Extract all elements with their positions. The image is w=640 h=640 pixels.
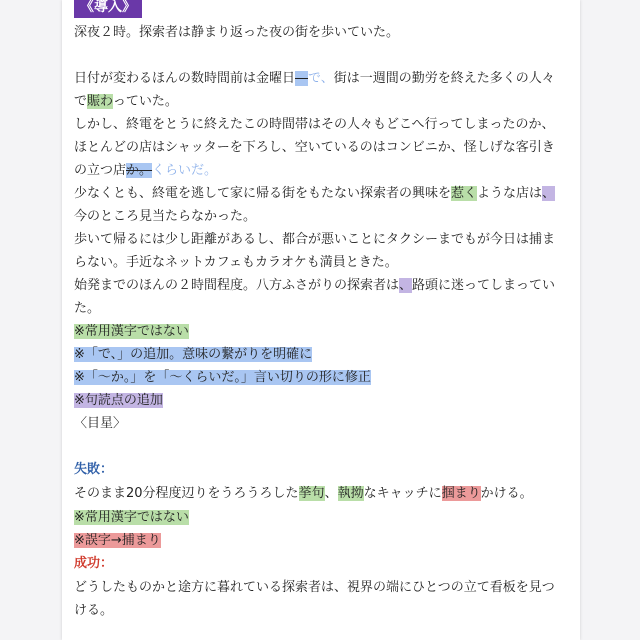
highlight-green: 執拗 [337,486,364,501]
inserted-text: で、 [308,71,334,86]
note-blue: ※「で、」の追加。意味の繋がりを明確に [74,347,313,362]
note-line [74,390,163,412]
highlight-blue [295,71,308,86]
paragraph-3-line-1: しかし、終電をとうに終えたこの時間帯はその人々もどこへ行ってしまったのか、 [74,117,555,132]
highlight-green: 惹く [451,186,478,201]
paragraph-6-line-1: 始発までのほんの２時間程度。八方ふさがりの探索者は、路頭に迷ってしまってい [74,278,556,293]
paragraph-4-line-1: 少なくとも、終電を逃して家に帰る街をもたない探索者の興味を惹くような店は、 [74,186,556,201]
document-page [62,0,580,640]
paragraph-1: 深夜２時。探索者は静まり返った夜の街を歩いていた。 [74,25,400,40]
paragraph-2-line-2: で賑わっていた。 [74,94,178,109]
note-line [74,507,189,529]
paragraph-6-line-2: た。 [74,301,101,316]
paragraph-2-line-1: 日付が変わるほんの数時間前は金曜日—で、街は一週間の勤労を終えた多くの人々 [74,71,555,86]
paragraph-5-line-2: らない。手近なネットカフェもカラオケも満員ときた。 [74,255,398,270]
scrollbar[interactable] [632,0,640,640]
success-label: 成功： [74,556,114,571]
highlight-red: 掴まり [441,486,481,501]
highlight-purple: 、 [542,186,556,201]
note-line [74,321,189,343]
note-purple: ※句読点の追加 [74,393,163,408]
note-green: ※常用漢字ではない [74,324,189,339]
highlight-green: 賑わ [87,94,113,109]
fail-label: 失敗： [74,462,114,477]
section-title-line [74,0,142,18]
note-green: ※常用漢字ではない [74,510,189,525]
highlight-green: 挙句 [298,486,325,501]
note-blue: ※「〜か。」を「〜くらいだ。」言い切りの形に修正 [74,370,371,385]
success-text-line-2: ける。 [74,603,114,618]
highlight-blue [126,163,152,178]
note-line [74,367,371,389]
paragraph-3-line-3: の立つ店か。くらいだ。 [74,163,218,178]
note-red: ※誤字→捕まり [74,533,161,548]
deleted-text: か。 [126,163,153,178]
inserted-text: くらいだ。 [152,163,218,178]
note-line [74,344,312,366]
paragraph-4-line-2: 今のところ見当たらなかった。 [74,209,257,224]
paragraph-3-line-2: ほとんどの店はシャッターを下ろし、空いているのはコンビニか、怪しげな客引き [74,140,555,155]
deleted-text: — [295,71,309,86]
fail-text-line: そのまま20分程度辺りをうろうろした挙句、執拗なキャッチに掴まりかける。 [74,486,533,501]
highlight-purple: 、 [399,278,413,293]
success-text-line-1: どうしたものかと途方に暮れている探索者は、視界の端にひとつの立て看板を見つ [74,580,555,595]
section-title: 《導入》 [74,0,142,18]
mejirushi-heading: 〈目星〉 [74,416,127,431]
note-line [74,530,161,552]
paragraph-5-line-1: 歩いて帰るには少し距離があるし、都合が悪いことにタクシーまでもが今日は捕ま [74,232,556,247]
